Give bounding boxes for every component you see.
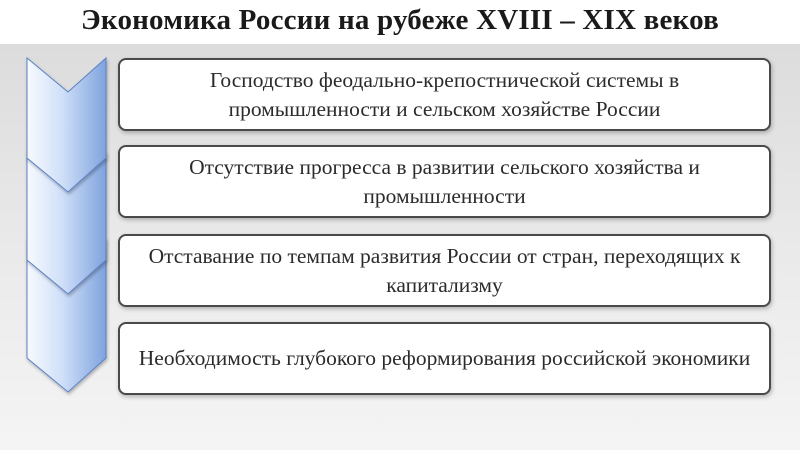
statement-text-3: Отставание по темпам развития России от стран, переходящих к капитализму [148,243,741,297]
statement-text-4: Необходимость глубокого реформирования российской экономики [138,346,751,371]
statement-box-1 [118,58,771,131]
statement-box-3 [118,234,771,307]
statement-text-2: Отсутствие прогресса в развитии сельского хозяйства и промышленности [189,154,700,208]
statement-box-4 [118,322,771,395]
page-title: Экономика России на рубеже XVIII – XIX веков [81,4,719,36]
statement-text-1: Господство феодально-крепостнической системы в промышленности и сельском хозяйстве России [209,67,680,121]
statement-box-2 [118,145,771,218]
